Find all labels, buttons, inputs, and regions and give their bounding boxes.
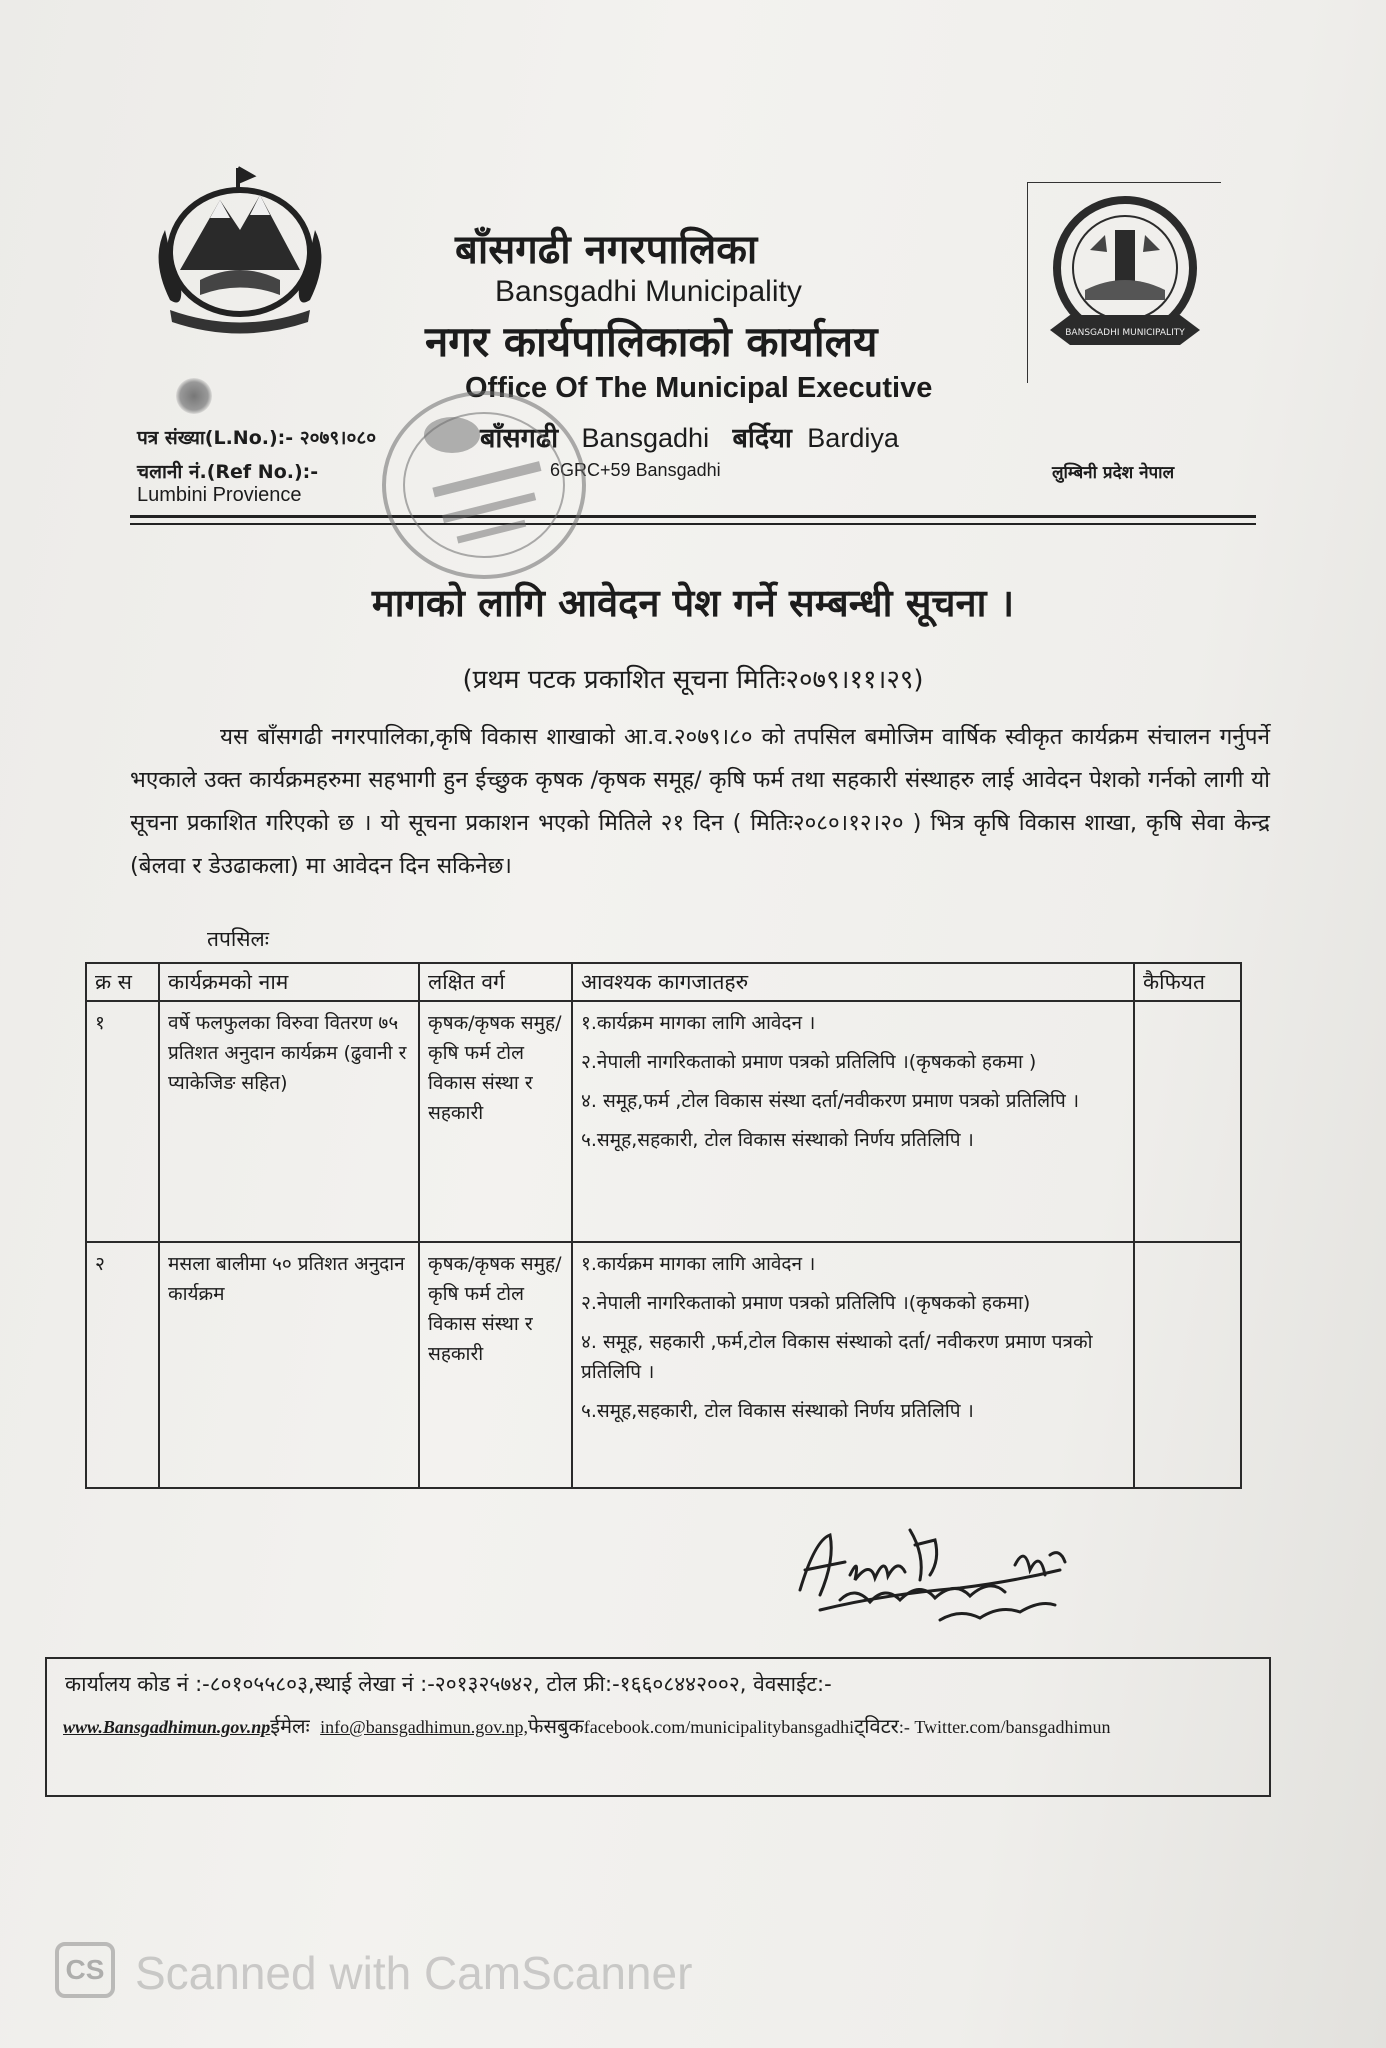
footer-office-info: कार्यालय कोड नं :-८०१०५५८०३,स्थाई लेखा नं :-२०१३२५७४२, टोल फ्री:-१६६०८४४२००२, वेवसाईट:- (65, 1672, 832, 1696)
table-row (86, 1242, 1241, 1488)
row-target: कृषक/कृषक समुह/कृषि फर्म टोल विकास संस्था र सहकारी (419, 1242, 572, 1488)
province-np: लुम्बिनी प्रदेश नेपाल (1052, 463, 1175, 483)
doc-item: १.कार्यक्रम मागका लागि आवेदन । (581, 1012, 816, 1034)
nepal-emblem-icon (140, 160, 340, 340)
doc-item: ५.समूह,सहकारी, टोल विकास संस्थाको निर्णय प्रतिलिपि । (581, 1129, 974, 1151)
header-target-group: लक्षित वर्ग (419, 963, 572, 1001)
header-remarks: कैफियत (1134, 963, 1241, 1001)
notice-body: यस बाँसगढी नगरपालिका,कृषि विकास शाखाको आ.व.२०७९।८० को तपसिल बमोजिम वार्षिक स्वीकृत कार्यक्रम संचालन गर्नुपर्ने भएकाले उक्त कार्यक्रमहरुमा सहभागी हुन ईच्छुक कृषक /कृषक समूह/ कृषि फर्म तथा सहकारी संस्थाहरु लाई आवेदन पेशको गर्नको लागी यो सूचना प्रकाशित गरिएको छ । यो सूचना प्रकाशन भएको मितिले २१ दिन ( मितिः२०८०।१२।२० ) भित्र कृषि विकास शाखा, कृषि सेवा केन्द्र (बेलवा र डेउढाकला) मा आवेदन दिन सकिनेछ। (130, 724, 1270, 879)
header-serial: क्र स (86, 963, 159, 1001)
municipality-name-en: Bansgadhi Municipality (495, 275, 802, 308)
plus-code: 6GRC+59 Bansgadhi (550, 460, 721, 480)
doc-item: २.नेपाली नागरिकताको प्रमाण पत्रको प्रतिलिपि ।(कृषकको हकमा ) (581, 1051, 1037, 1073)
header-rule-thin (130, 523, 1256, 525)
row-serial: १ (86, 1001, 159, 1242)
municipality-name-np: बाँसगढी नगरपालिका (455, 227, 758, 273)
row-docs (572, 1001, 1134, 1242)
office-name-en: Office Of The Municipal Executive (465, 372, 933, 404)
row-remarks (1134, 1242, 1241, 1488)
doc-item: ४. समूह,फर्म ,टोल विकास संस्था दर्ता/नवीकरण प्रमाण पत्रको प्रतिलिपि । (581, 1090, 1080, 1112)
header-required-docs: आवश्यक कागजातहरु (572, 963, 1134, 1001)
row-target: कृषक/कृषक समुह/कृषि फर्म टोल विकास संस्था र सहकारी (419, 1001, 572, 1242)
seal-banner-text: BANSGADHI MUNICIPALITY (1065, 328, 1185, 338)
row-docs (572, 1242, 1134, 1488)
address-en: Bansgadhi (581, 423, 710, 453)
twitter-link[interactable]: :- Twitter.com/bansgadhimun (898, 1717, 1111, 1737)
ink-smudge (176, 378, 212, 414)
email-label: ईमेलः (270, 1714, 310, 1738)
municipality-seal-icon (1035, 190, 1215, 370)
office-stamp-icon (372, 380, 597, 590)
row-program: मसला बालीमा ५० प्रतिशत अनुदान कार्यक्रम (159, 1242, 419, 1488)
schedule-label: तपसिलः (207, 927, 270, 951)
reference-number: चलानी नं.(Ref No.):- (137, 461, 319, 483)
facebook-label: फेसबुक (528, 1714, 584, 1738)
office-name-np: नगर कार्यपालिकाको कार्यालय (425, 317, 878, 366)
twitter-label: ट्विटर (854, 1714, 899, 1738)
doc-item: २.नेपाली नागरिकताको प्रमाण पत्रको प्रतिलिपि ।(कृषकको हकमा) (581, 1292, 1031, 1315)
address-np: बाँसगढी (480, 423, 559, 454)
doc-item: १.कार्यक्रम मागका लागि आवेदन । (581, 1253, 816, 1276)
facebook-link[interactable]: facebook.com/municipalitybansgadhi (583, 1717, 855, 1737)
district-np: बर्दिया (732, 423, 792, 454)
camscanner-icon: CS (55, 1942, 115, 1998)
table-header-row (86, 963, 1241, 1001)
province-en: Lumbini Provience (137, 484, 302, 506)
letter-number: पत्र संख्या(L.No.):- २०७९।०८० (137, 427, 377, 449)
row-remarks (1134, 1001, 1241, 1242)
table-row (86, 1001, 1241, 1242)
header-program-name: कार्यक्रमको नाम (159, 963, 419, 1001)
doc-item: ४. समूह, सहकारी ,फर्म,टोल विकास संस्थाको दर्ता/ नवीकरण प्रमाण पत्रको प्रतिलिपि । (581, 1331, 1093, 1384)
notice-subtitle: (प्रथम पटक प्रकाशित सूचना मितिः२०७९।११।२९) (462, 665, 924, 695)
district-en: Bardiya (807, 423, 899, 453)
doc-item: ५.समूह,सहकारी, टोल विकास संस्थाको निर्णय प्रतिलिपि । (581, 1400, 974, 1423)
signature-icon (760, 1500, 1090, 1650)
footer-contact-line (63, 1712, 1111, 1739)
website-link[interactable]: www.Bansgadhimun.gov.np (63, 1717, 271, 1737)
header-rule-thick (130, 515, 1256, 518)
program-table (85, 962, 1242, 1489)
email-link[interactable]: info@bansgadhimun.gov.np, (320, 1717, 529, 1737)
watermark-text: Scanned with CamScanner (135, 1947, 693, 1999)
row-program: वर्षे फलफुलका विरुवा वितरण ७५ प्रतिशत अनुदान कार्यक्रम (ढुवानी र प्याकेजिङ सहित) (159, 1001, 419, 1242)
row-serial: २ (86, 1242, 159, 1488)
notice-title: मागको लागि आवेदन पेश गर्ने सम्बन्धी सूचना । (371, 581, 1015, 625)
